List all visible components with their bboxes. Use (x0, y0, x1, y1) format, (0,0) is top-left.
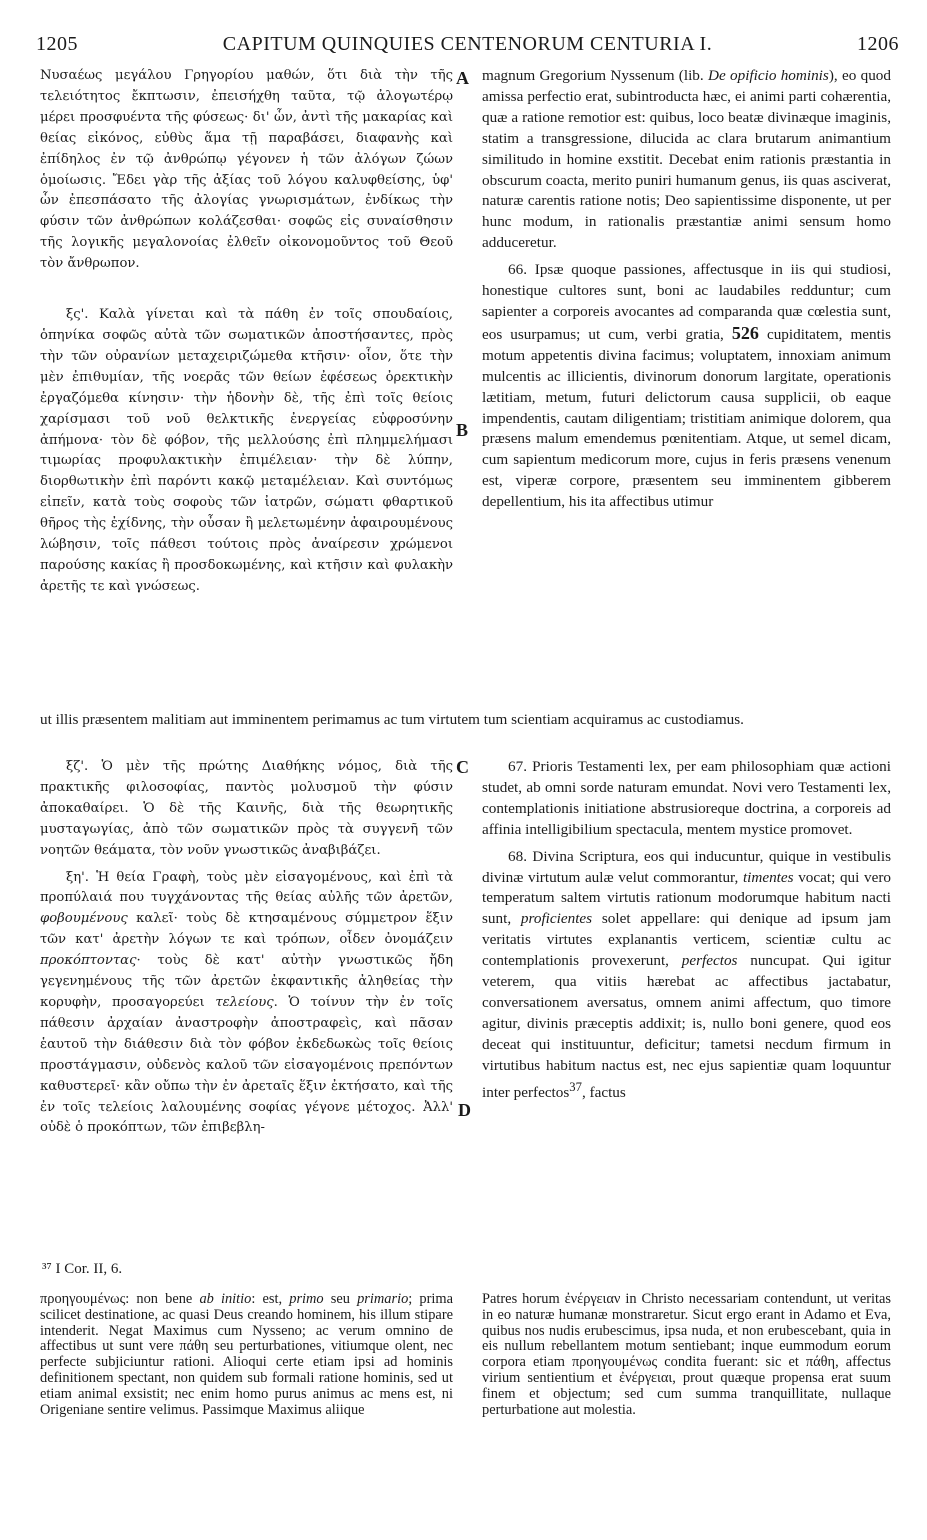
greek-paragraph-68: ξη'. Ἡ θεία Γραφὴ, τοὺς μὲν εἰσαγομένους, καὶ ἐπὶ τὰ προπύλαιά που τυγχάνοντας τῆς θείας αὐλῆς τῶν ἀρετῶν, φοβουμένους καλεῖ· τοὺς δὲ κτησαμένους σύμμετρον ἕξιν τῶν κατ' ἀρετὴν λόγων τε καὶ τρόπων, οἶδεν ὀνομάζειν προκόπτοντας· τοὺς δὲ κατ' αὐτὴν γνωστικῶς ἤδη γεγενημένους τῆς τῶν ἀρετῶν ἐκφαντικῆς ἀληθείας τὴν κορυφὴν, προσαγορεύει τελείους. Ὁ τοίνυν τὴν ἐν τοῖς πάθεσιν ἀρχαίαν ἀναστροφὴν ἀποστραφεὶς, καὶ πᾶσαν ἑαυτοῦ τὴν διάθεσιν διὰ τὸν φόβον ἐκδεδωκὼς τοῖς θείοις προστάγμασιν, οὐδενὸς καλοῦ τῶν εἰσαγομένοις πρεπόντων καθυστερεῖ· κἂν οὔπω τὴν ἐν ἀρεταῖς ἕξιν ἐκτήσατο, καὶ τῆς ἐν τοῖς τελείοις λαλουμένης σοφίας γέγονε μέτοχος. Ἀλλ' οὐδὲ ὁ προκόπτων, τῶν ἐπιβεβλη- (40, 869, 454, 1136)
latin-paragraph-65-end: magnum Gregorium Nyssenum (lib. De opificio hominis), eo quod amissa perfectio erat, subintroducta hæc, ei animi parti cohærentia, quæ a ratione remotior est: quibus, loco beatæ divinæque imaginis, statim a transgressione, dilucida ac clara brutarum animantium similitudo in homine exstitit. Decebat enim rationis præstantia in obscurum coacta, merito puniri humanum genus, iis quas asciverat, naturæ carentis ratione notis; Deo sapientissime disponente, ut per hunc modum, in rationalis præstantiæ animi sensum homo adduceretur. (482, 67, 891, 252)
greek-paragraph-65-end: Νυσαέως μεγάλου Γρηγορίου μαθών, ὅτι διὰ τὴν τῆς τελειότητος ἔκπτωσιν, ἐπεισήχθη ταῦτα, τῷ ἀλογωτέρῳ μέρει προσφυέντα τῆς φύσεως· δι' ὧν, ἀντὶ τῆς μακαρίας καὶ θείας εἰκόνος, εὐθὺς ἅμα τῇ παραβάσει, διαφανὴς καὶ ἐπίδηλος ἐν τῷ ἀνθρώπῳ γέγονεν ἡ τῶν ἀλόγων ζώων ὁμοίωσις. Ἔδει γὰρ τῆς ἀξίας τοῦ λόγου καλυφθείσης, ὑφ' ὧν ἐπεσπάσατο τῆς ἀλογίας γνωρισμάτων, ἐνδίκως τὴν φύσιν τῶν ἀνθρώπων κολάζεσθαι· σοφῶς εἰς συναίσθησιν τῆς λογικῆς μεγαλονοίας ἐλθεῖν οἰκονομοῦντος τοῦ Θεοῦ τὸν ἄνθρωπον. (40, 68, 453, 272)
latin-column-upper (482, 66, 891, 513)
latin-paragraph-66: 66. Ipsæ quoque passiones, affectusque in iis qui studiosi, honestique cultores sunt, boni ac laudabiles redduntur; cum sapienter a corporeis avocantes ad comparanda quæ cœlestia sunt, eos usurpamus; ut cum, verbi gratia, 526 cupiditatem, mentis motum appetentis divina facimus; voluptatem, innoxiam animum mulcentis ac illicientis, divinorum donorum largitate, operationis lætitiam, metum, futuri delictorum causa supplicii, ob eaque impendentis, cautam diligentiam; tristitiam animique dolorem, qua præsens malum emendemus pœnitentiam. Atque, ut semel dicam, cum sapientum medicorum more, cujus in feris præsens venenum est, viperæ corpore, præsentem seu imminentem gibberem depellentium, his ita affectibus utimur (482, 261, 891, 511)
latin-paragraph-68: 68. Divina Scriptura, eos qui inducuntur, quique in vestibulis divinæ virtutum aulæ velut commorantur, timentes vocat; qui vero temperatum saltem virtutis rationum modorumque habitum nacti sunt, proficientes solet appellare: qui denique ad ipsum jam veritatis virtutes explanantis verticem, scientiæ cultu ac contemplationis provexerunt, perfectos nuncupat. Qui igitur veterem, qua vitiis hærebat ac affectibus jactabatur, conversationem aversatus, omnem animi affectum, quo timore agitur, divinis præceptis addixit; is, nullo boni genere, quod eos deceat qui instituuntur, deficitur; tametsi necdum firmum in virtutibus habitum nactus est, nec ejus sapientiæ quam loquuntur inter perfectos$^{37}$, factus (482, 847, 891, 1101)
footnote-marker: 37 (569, 1079, 582, 1094)
margin-letter-b: B (456, 420, 469, 440)
greek-column-upper (40, 66, 453, 598)
running-title: CAPITUM QUINQUIES CENTENORUM CENTURIA I. (222, 33, 713, 55)
latin-paragraph-67: 67. Prioris Testamenti lex, per eam philosophiam quæ actioni studet, ab omni sorde naturam emundat. Novi vero Testamenti lex, contemplationis initiatione abstrusioreque doctrina, a corporeis ad affinia intelligibilium spectacula, mentem mystice promovet. (482, 758, 891, 838)
notes-right: Patres horum ἐνέργειαν in Christo necessariam contendunt, ut veritas in eo naturæ humanæ monstraretur. Sicut ergo erant in Adamo et Eva, quibus nos nudis erubescimus, ipsa nuda, et non erubescebant, quia in eis nullum rebellantem motum sentiebant; inque eummodum eorum corpora etiam προηγουμένως condita fuerant: sic et πάθη, affectus virium sentientium et ἐνέργειαι, prout quæque propensa erat suum finem et objectum; sed cum summa tranquillitate, nullaque perturbatione aut molestia. (482, 1291, 891, 1418)
margin-letter-a: A (456, 68, 469, 88)
footnote-reference: ³⁷ I Cor. II, 6. (42, 1261, 123, 1277)
greek-paragraph-66: ξς'. Καλὰ γίνεται καὶ τὰ πάθη ἐν τοῖς σπουδαίοις, ὁπηνίκα σοφῶς αὐτὰ τῶν σωματικῶν ἀποστήσαντες, πρὸς τὴν τῶν οὐρανίων μεταχειριζώμεθα κτῆσιν· οἷον, ὅτε τὴν μὲν ἐπιθυμίαν, τῆς νοερᾶς τῶν θείων ἐφέσεως ὀρεκτικὴν ἐργαζόμεθα κίνησιν· τὴν ἡδονὴν δὲ, τῆς ἐπὶ τοῖς θείοις χαρίσμασι τοῦ νοῦ θελκτικῆς ἐνεργείας εὐφροσύνην ἀπήμονα· τὸν δὲ φόβον, τῆς μελλούσης ἐπὶ πλημμελήμασι τιμωρίας προφυλακτικὴν ἐπιμέλειαν· τὴν δὲ λύπην, διορθωτικὴν ἐπὶ παρόντι κακῷ μεταμέλειαν. Καὶ συντόμως εἰπεῖν, κατὰ τοὺς σοφοὺς τῶν ἰατρῶν, σώματι φθαρτικοῦ θῆρος τὴς ἐχίδνης, τὴν οὖσαν ἢ μελετωμένην ἀφαιρουμένους λώβησιν, τοῖς πάθεσι τούτοις πρὸς ἀναίρεσιν χρώμενοι παρούσης κακίας ἢ προσδοκωμένης, καὶ κτῆσιν καὶ φυλακὴν ἀρετῆς τε καὶ γνώσεως. (40, 307, 453, 594)
greek-paragraph-67: ξζ'. Ὁ μὲν τῆς πρώτης Διαθήκης νόμος, διὰ τῆς πρακτικῆς φιλοσοφίας, παντὸς μολυσμοῦ τὴν φύσιν ἀποκαθαίρει. Ὁ δὲ τῆς Καινῆς, διὰ τῆς θεωρητικῆς μυσταγωγίας, ἀπὸ τῶν σωματικῶν πρὸς τὰ συγγενῆ τῶν νοητῶν θεάματα, τὸν νοῦν γνωστικῶς ἀναβιβάζει. (40, 759, 453, 858)
page-number-left: 1205 (36, 33, 78, 55)
notes-left: προηγουμένως: non bene ab initio: est, primo seu primario; prima scilicet destinatione, ac quasi Deus creando hominem, his illum stipare intenderit. Negat Maximus cum Nysseno; ac verum omnino de affectibus ut sunt vere πάθη seu perturbationes, vitiumque olent, nec perfecte subjiciuntur rationi. Alioqui certe etiam ipsi ad hominis definitionem spectant, non quidem sub formali ratione hominis, sed ut etiam animal exsistit; nec enim homo purus animus ac mens est, ni Origeniane sentire velimus. Passimque Maximus aliique (40, 1291, 454, 1418)
running-header (36, 33, 899, 63)
greek-column-lower (40, 757, 453, 1139)
margin-letter-c: C (456, 757, 469, 777)
margin-letter-d: D (458, 1100, 471, 1120)
page-number-right: 1206 (857, 33, 899, 55)
original-page-number: 526 (731, 322, 759, 343)
latin-column-lower (482, 757, 891, 1104)
full-width-continuation: ut illis præsentem malitiam aut imminentem perimamus ac tum virtutem tum scientiam acquiramus ac custodiamus. (40, 711, 744, 728)
